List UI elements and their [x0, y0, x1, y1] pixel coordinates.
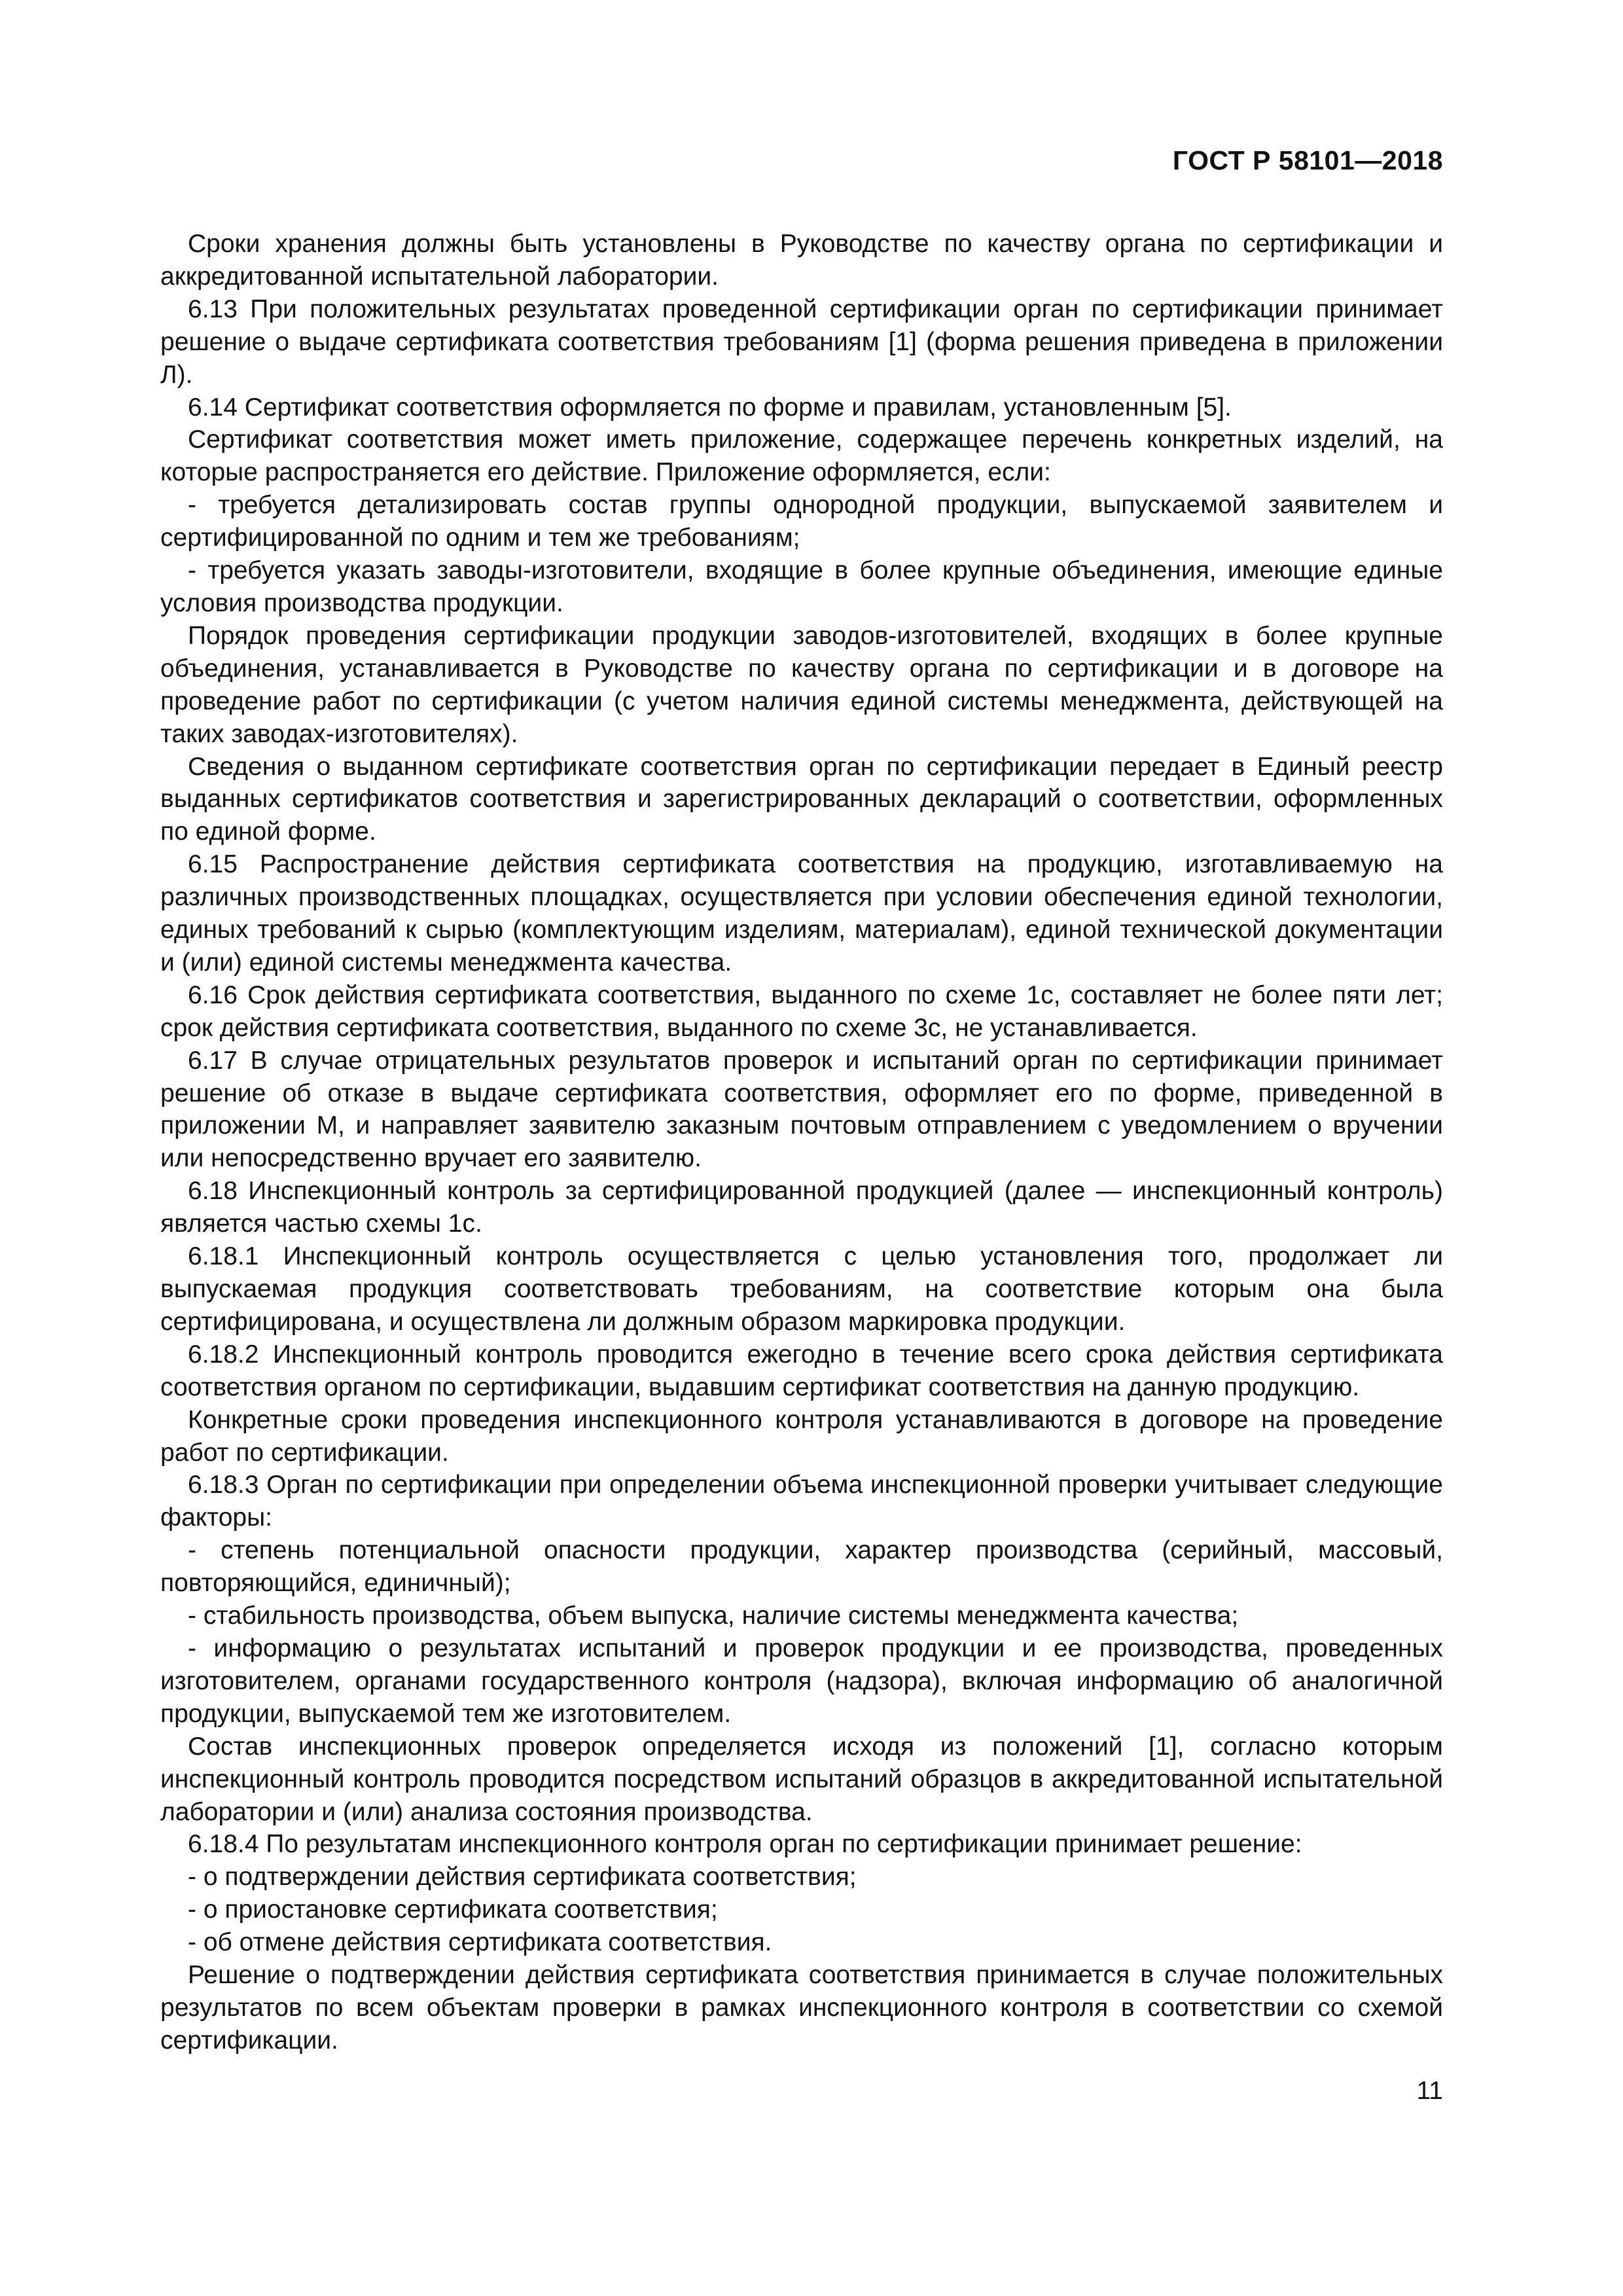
list-item: - требуется указать заводы-изготовители, входящие в более крупные объединения, имеющие единые условия производства продукции. — [160, 556, 1443, 617]
paragraph: Решение о подтверждении действия сертификата соответствия принимается в случае положительных результатов по всем объектам проверки в рамках инспекционного контроля в соответствии со схемой сертификации. — [160, 1961, 1443, 2054]
paragraph: 6.13 При положительных результатах проведенной сертификации орган по сертификации принимает решение о выдаче сертификата соответствия требованиям [1] (форма решения приведена в приложении Л). — [160, 295, 1443, 389]
document-code-header: ГОСТ Р 58101—2018 — [1172, 145, 1443, 175]
list-item: - степень потенциальной опасности продукции, характер производства (серийный, массовый, повторяющийся, единичный); — [160, 1536, 1443, 1598]
paragraph: 6.18.3 Орган по сертификации при определении объема инспекционной проверки учитывает следующие факторы: — [160, 1471, 1443, 1532]
list-item: - требуется детализировать состав группы однородной продукции, выпускаемой заявителем и сертифицированной по одним и тем же требованиям; — [160, 491, 1443, 552]
paragraph: 6.16 Срок действия сертификата соответствия, выданного по схеме 1с, составляет не более пяти лет; срок действия сертификата соответствия, выданного по схеме 3с, не устанавливается. — [160, 980, 1443, 1042]
paragraph: 6.18 Инспекционный контроль за сертифицированной продукцией (далее — инспекционный контроль) является частью схемы 1с. — [160, 1177, 1443, 1238]
list-item: - об отмене действия сертификата соответствия. — [188, 1928, 772, 1957]
list-item: - стабильность производства, объем выпуска, наличие системы менеджмента качества; — [188, 1602, 1239, 1630]
paragraph: Сроки хранения должны быть установлены в Руководстве по качеству органа по сертификации и аккредитованной испытательной лаборатории. — [160, 230, 1443, 291]
paragraph: 6.17 В случае отрицательных результатов проверок и испытаний орган по сертификации принимает решение об отказе в выдаче сертификата соответствия, оформляет его по форме, приведенной в приложении М, и направляет заявителю заказным почтовым отправлением с уведомлением о вручении или непосредственно вручает его заявителю. — [160, 1046, 1443, 1173]
document-body — [160, 228, 1443, 2057]
paragraph: 6.15 Распространение действия сертификата соответствия на продукцию, изготавливаемую на различных производственных площадках, осуществляется при условии обеспечения единой технологии, единых требований к сырью (комплектующим изделиям, материалам), единой технической документации и (или) единой системы менеджмента качества. — [160, 850, 1443, 977]
list-item: - о приостановке сертификата соответствия; — [188, 1895, 718, 1924]
paragraph: Сертификат соответствия может иметь приложение, содержащее перечень конкретных изделий, на которые распространяется его действие. Приложение оформляется, если: — [160, 425, 1443, 487]
paragraph: 6.18.1 Инспекционный контроль осуществляется с целью установления того, продолжает ли выпускаемая продукция соответствовать требованиям, на соответствие которым она была сертифицирована, и осуществлена ли должным образом маркировка продукции. — [160, 1242, 1443, 1336]
paragraph: Порядок проведения сертификации продукции заводов-изготовителей, входящих в более крупные объединения, устанавливается в Руководстве по качеству органа по сертификации и в договоре на проведение работ по сертификации (с учетом наличия единой системы менеджмента, действующей на таких заводах-изготовителях). — [160, 621, 1443, 748]
list-item: - о подтверждении действия сертификата соответствия; — [188, 1863, 857, 1892]
page-number: 11 — [1416, 2077, 1443, 2105]
paragraph: 6.14 Сертификат соответствия оформляется по форме и правилам, установленным [5]. — [188, 393, 1232, 422]
paragraph: Состав инспекционных проверок определяется исходя из положений [1], согласно которым инспекционный контроль проводится посредством испытаний образцов в аккредитованной испытательной лаборатории и (или) анализа состояния производства. — [160, 1732, 1443, 1826]
paragraph: Конкретные сроки проведения инспекционного контроля устанавливаются в договоре на проведение работ по сертификации. — [160, 1405, 1443, 1467]
paragraph: 6.18.4 По результатам инспекционного контроля орган по сертификации принимает решение: — [188, 1830, 1302, 1859]
list-item: - информацию о результатах испытаний и проверок продукции и ее производства, проведенных изготовителем, органами государственного контроля (надзора), включая информацию об аналогичной продукции, выпускаемой тем же изготовителем. — [160, 1634, 1443, 1728]
paragraph: 6.18.2 Инспекционный контроль проводится ежегодно в течение всего срока действия сертификата соответствия органом по сертификации, выдавшим сертификат соответствия на данную продукцию. — [160, 1340, 1443, 1401]
paragraph: Сведения о выданном сертификате соответствия орган по сертификации передает в Единый реестр выданных сертификатов соответствия и зарегистрированных деклараций о соответствии, оформленных по единой форме. — [160, 752, 1443, 846]
